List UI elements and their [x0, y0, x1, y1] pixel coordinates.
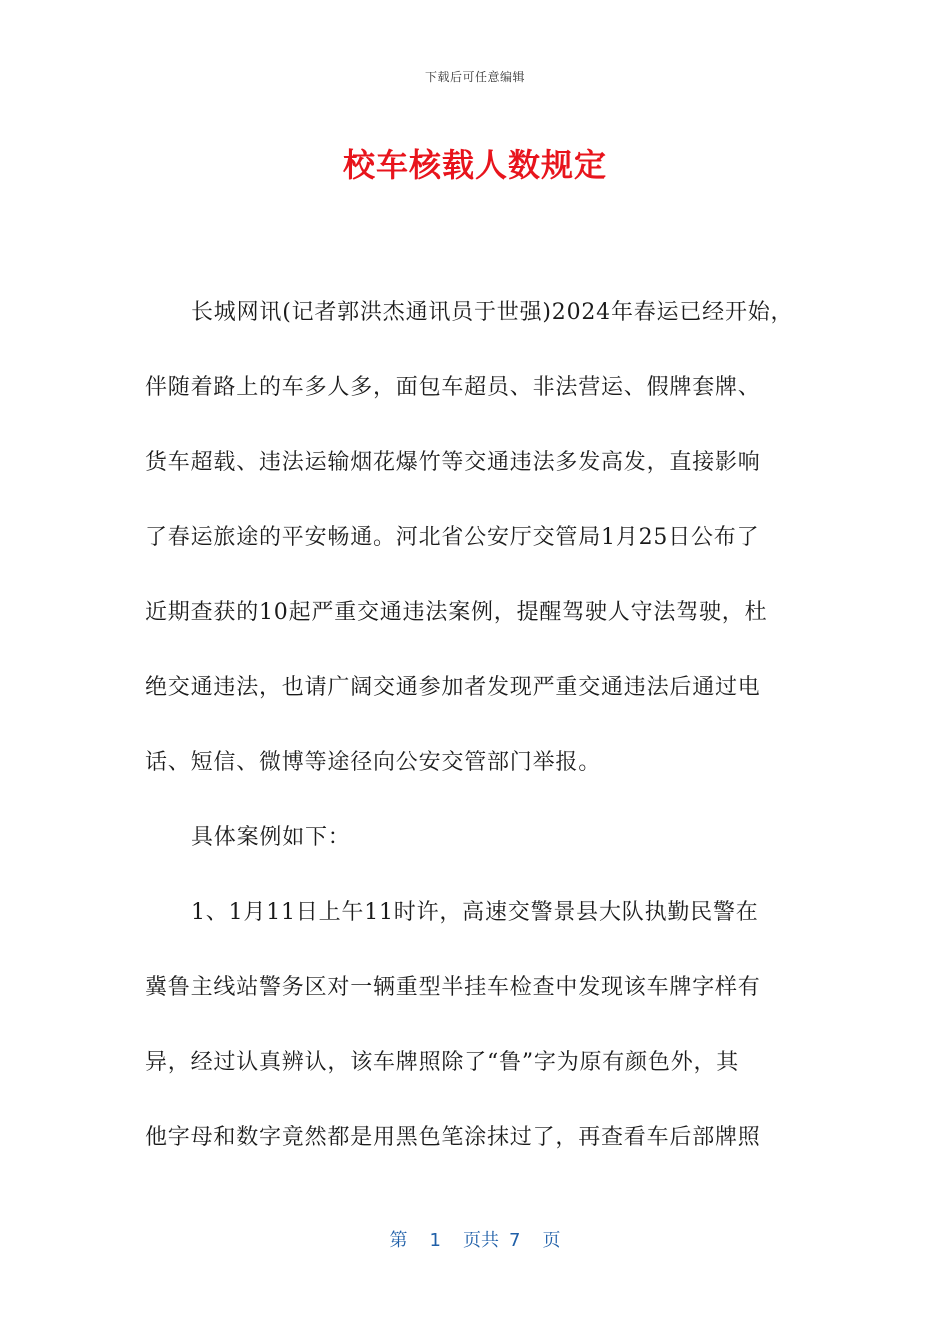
paragraph-line: 他字母和数字竟然都是用黑色笔涂抹过了，再查看车后部牌照 [145, 1125, 761, 1150]
paragraph-line: 长城网讯(记者郭洪杰通讯员于世强)2024年春运已经开始， [191, 300, 794, 325]
header-note: 下载后可任意编辑 [424, 70, 525, 84]
paragraph-line: 1、1月11日上午11时许，高速交警景县大队执勤民警在 [191, 900, 759, 925]
paragraph-line: 伴随着路上的车多人多，面包车超员、非法营运、假牌套牌、 [145, 375, 761, 400]
paragraph-line: 货车超载、违法运输烟花爆竹等交通违法多发高发，直接影响 [145, 450, 761, 475]
paragraph-line: 绝交通违法，也请广阔交通参加者发现严重交通违法后通过电 [145, 675, 761, 700]
paragraph-line: 异，经过认真辨认，该车牌照除了“鲁”字为原有颜色外，其 [145, 1050, 740, 1075]
footer-current-page: 1 [429, 1230, 441, 1251]
footer-total-pages: 7 [509, 1230, 521, 1251]
footer-ye: 页 [542, 1230, 561, 1251]
paragraph-line: 了春运旅途的平安畅通。河北省公安厅交管局1月25日公布了 [145, 525, 760, 550]
footer-di: 第 [389, 1230, 408, 1251]
paragraph-line: 话、短信、微博等途径向公安交管部门举报。 [145, 750, 602, 775]
paragraph-line: 冀鲁主线站警务区对一辆重型半挂车检查中发现该车牌字样有 [145, 975, 761, 1000]
document-title: 校车核载人数规定 [342, 146, 607, 184]
paragraph-line: 近期查获的10起严重交通违法案例，提醒驾驶人守法驾驶，杜 [145, 600, 768, 625]
footer-ye-gong: 页共 [463, 1230, 499, 1251]
document-body [145, 275, 805, 1175]
page-footer [0, 1226, 950, 1252]
paragraph-line: 具体案例如下： [191, 825, 351, 850]
